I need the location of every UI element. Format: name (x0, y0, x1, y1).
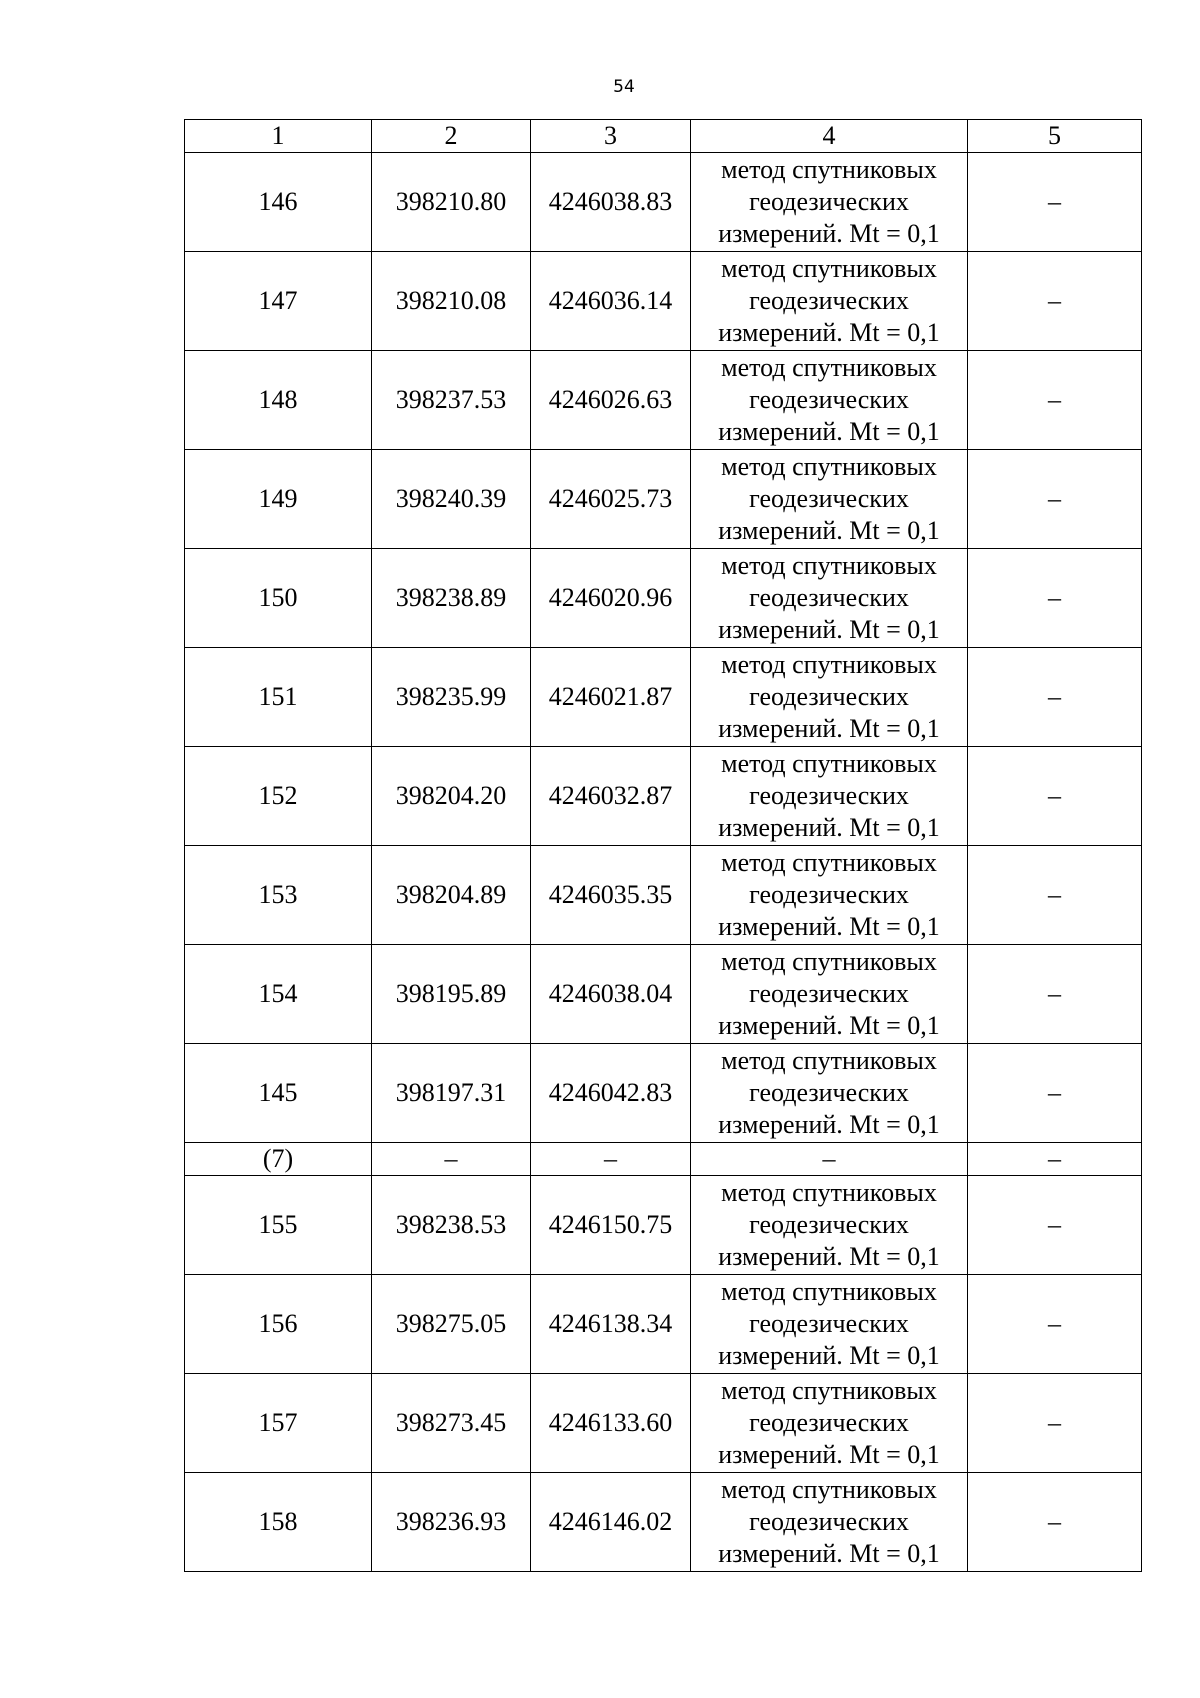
y-coordinate-cell: 4246025.73 (531, 450, 691, 549)
method-line: геодезических (749, 385, 909, 414)
description-cell: – (968, 549, 1142, 648)
method-line: метод спутниковых (721, 1178, 937, 1207)
point-number-cell: 155 (185, 1176, 372, 1275)
method-line: измерений. Mt = 0,1 (718, 1110, 940, 1139)
point-number-cell: 145 (185, 1044, 372, 1143)
method-line: геодезических (749, 1210, 909, 1239)
method-line: метод спутниковых (721, 551, 937, 580)
description-cell: – (968, 945, 1142, 1044)
y-coordinate-cell: 4246150.75 (531, 1176, 691, 1275)
method-cell (691, 1374, 968, 1473)
method-line: геодезических (749, 286, 909, 315)
point-number-cell: 157 (185, 1374, 372, 1473)
y-coordinate-cell: 4246138.34 (531, 1275, 691, 1374)
table-row (185, 450, 1142, 549)
header-cell: 5 (968, 120, 1142, 153)
coordinates-table (184, 119, 1142, 1572)
method-cell (691, 252, 968, 351)
point-number-cell: 156 (185, 1275, 372, 1374)
method-cell (691, 1176, 968, 1275)
x-coordinate-cell: 398210.80 (372, 153, 531, 252)
method-cell (691, 351, 968, 450)
description-cell: – (968, 648, 1142, 747)
method-cell (691, 1275, 968, 1374)
table-row (185, 252, 1142, 351)
method-line: измерений. Mt = 0,1 (718, 1440, 940, 1469)
table-row (185, 846, 1142, 945)
method-line: метод спутниковых (721, 848, 937, 877)
method-cell (691, 648, 968, 747)
point-number-cell: 151 (185, 648, 372, 747)
description-cell: – (968, 846, 1142, 945)
method-line: метод спутниковых (721, 1475, 937, 1504)
point-number-cell: 153 (185, 846, 372, 945)
description-cell: – (968, 351, 1142, 450)
method-line: геодезических (749, 187, 909, 216)
y-coordinate-cell: 4246021.87 (531, 648, 691, 747)
y-coordinate-cell: 4246026.63 (531, 351, 691, 450)
separator-cell: – (372, 1143, 531, 1176)
method-line: метод спутниковых (721, 155, 937, 184)
y-coordinate-cell: 4246036.14 (531, 252, 691, 351)
table-row (185, 1044, 1142, 1143)
method-line: метод спутниковых (721, 1277, 937, 1306)
table-row (185, 1473, 1142, 1572)
x-coordinate-cell: 398273.45 (372, 1374, 531, 1473)
method-cell (691, 846, 968, 945)
header-cell: 1 (185, 120, 372, 153)
point-number-cell: 150 (185, 549, 372, 648)
separator-cell: – (531, 1143, 691, 1176)
method-line: измерений. Mt = 0,1 (718, 714, 940, 743)
method-line: метод спутниковых (721, 947, 937, 976)
method-line: геодезических (749, 880, 909, 909)
method-line: измерений. Mt = 0,1 (718, 1539, 940, 1568)
method-line: метод спутниковых (721, 254, 937, 283)
x-coordinate-cell: 398238.89 (372, 549, 531, 648)
y-coordinate-cell: 4246146.02 (531, 1473, 691, 1572)
method-line: измерений. Mt = 0,1 (718, 1011, 940, 1040)
x-coordinate-cell: 398204.89 (372, 846, 531, 945)
method-cell (691, 450, 968, 549)
method-cell (691, 747, 968, 846)
method-line: геодезических (749, 1309, 909, 1338)
method-line: измерений. Mt = 0,1 (718, 1242, 940, 1271)
x-coordinate-cell: 398236.93 (372, 1473, 531, 1572)
method-cell (691, 549, 968, 648)
y-coordinate-cell: 4246038.04 (531, 945, 691, 1044)
y-coordinate-cell: 4246042.83 (531, 1044, 691, 1143)
y-coordinate-cell: 4246032.87 (531, 747, 691, 846)
x-coordinate-cell: 398238.53 (372, 1176, 531, 1275)
method-line: измерений. Mt = 0,1 (718, 417, 940, 446)
description-cell: – (968, 747, 1142, 846)
point-number-cell: 147 (185, 252, 372, 351)
method-cell (691, 1473, 968, 1572)
x-coordinate-cell: 398235.99 (372, 648, 531, 747)
method-line: геодезических (749, 1507, 909, 1536)
method-line: измерений. Mt = 0,1 (718, 219, 940, 248)
x-coordinate-cell: 398275.05 (372, 1275, 531, 1374)
table-row (185, 648, 1142, 747)
point-number-cell: 146 (185, 153, 372, 252)
table-row (185, 945, 1142, 1044)
method-line: измерений. Mt = 0,1 (718, 318, 940, 347)
method-cell (691, 153, 968, 252)
x-coordinate-cell: 398197.31 (372, 1044, 531, 1143)
table-row (185, 1176, 1142, 1275)
point-number-cell: 154 (185, 945, 372, 1044)
separator-cell: – (691, 1143, 968, 1176)
x-coordinate-cell: 398195.89 (372, 945, 531, 1044)
method-line: метод спутниковых (721, 749, 937, 778)
method-line: геодезических (749, 979, 909, 1008)
y-coordinate-cell: 4246038.83 (531, 153, 691, 252)
table-header-row (185, 120, 1142, 153)
table-row (185, 747, 1142, 846)
method-line: измерений. Mt = 0,1 (718, 912, 940, 941)
method-line: метод спутниковых (721, 353, 937, 382)
y-coordinate-cell: 4246133.60 (531, 1374, 691, 1473)
description-cell: – (968, 1044, 1142, 1143)
page-number: 54 (613, 77, 635, 97)
header-cell: 3 (531, 120, 691, 153)
description-cell: – (968, 1275, 1142, 1374)
method-line: измерений. Mt = 0,1 (718, 1341, 940, 1370)
method-line: геодезических (749, 682, 909, 711)
description-cell: – (968, 1473, 1142, 1572)
table-row (185, 1374, 1142, 1473)
table-row (185, 153, 1142, 252)
method-line: геодезических (749, 1408, 909, 1437)
point-number-cell: 158 (185, 1473, 372, 1572)
method-line: измерений. Mt = 0,1 (718, 516, 940, 545)
method-line: измерений. Mt = 0,1 (718, 615, 940, 644)
method-line: геодезических (749, 484, 909, 513)
method-line: измерений. Mt = 0,1 (718, 813, 940, 842)
description-cell: – (968, 450, 1142, 549)
description-cell: – (968, 252, 1142, 351)
point-number-cell: 149 (185, 450, 372, 549)
separator-cell: – (968, 1143, 1142, 1176)
table-row (185, 1275, 1142, 1374)
x-coordinate-cell: 398204.20 (372, 747, 531, 846)
method-line: геодезических (749, 583, 909, 612)
description-cell: – (968, 1374, 1142, 1473)
table-row (185, 549, 1142, 648)
method-line: геодезических (749, 781, 909, 810)
description-cell: – (968, 1176, 1142, 1275)
method-line: метод спутниковых (721, 1046, 937, 1075)
method-cell (691, 1044, 968, 1143)
separator-cell: (7) (185, 1143, 372, 1176)
method-line: метод спутниковых (721, 1376, 937, 1405)
method-line: метод спутниковых (721, 650, 937, 679)
method-line: метод спутниковых (721, 452, 937, 481)
y-coordinate-cell: 4246020.96 (531, 549, 691, 648)
x-coordinate-cell: 398237.53 (372, 351, 531, 450)
y-coordinate-cell: 4246035.35 (531, 846, 691, 945)
method-cell (691, 945, 968, 1044)
header-cell: 2 (372, 120, 531, 153)
point-number-cell: 152 (185, 747, 372, 846)
point-number-cell: 148 (185, 351, 372, 450)
header-cell: 4 (691, 120, 968, 153)
description-cell: – (968, 153, 1142, 252)
table-row (185, 351, 1142, 450)
method-line: геодезических (749, 1078, 909, 1107)
x-coordinate-cell: 398210.08 (372, 252, 531, 351)
contour-separator-row (185, 1143, 1142, 1176)
x-coordinate-cell: 398240.39 (372, 450, 531, 549)
